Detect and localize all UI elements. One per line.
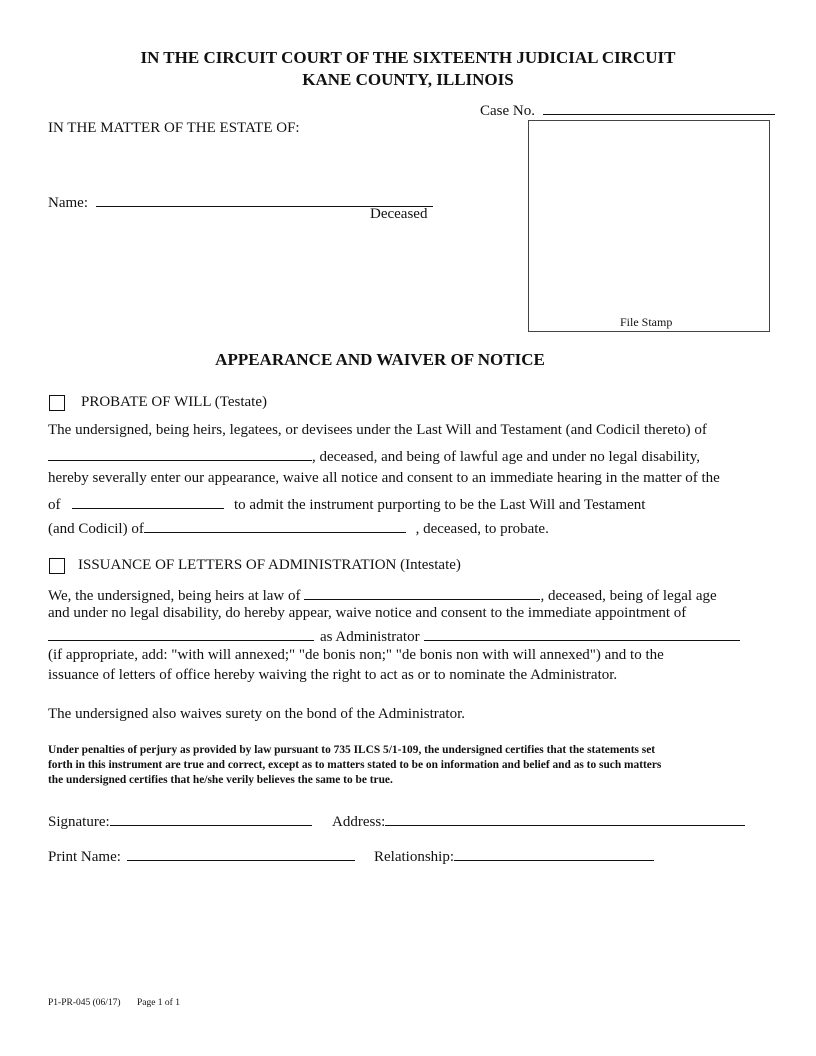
signature-field[interactable] [110, 811, 312, 826]
administration-line1-prefix: We, the undersigned, being heirs at law of [48, 588, 301, 604]
testator-name-field[interactable] [48, 446, 312, 461]
estate-matter-label: IN THE MATTER OF THE ESTATE OF: [48, 120, 300, 136]
print-name-field[interactable] [127, 846, 355, 861]
administration-line2: and under no legal disability, do hereby appear, waive notice and consent to the immediate appointment of [48, 605, 687, 621]
administration-line4: (if appropriate, add: "with will annexed;" "de bonis non;" "de bonis non with will annexed") and to the [48, 647, 664, 663]
file-stamp-label: File Stamp [620, 315, 673, 329]
codicil-of-field[interactable] [144, 518, 406, 533]
address-field[interactable] [385, 811, 745, 826]
probate-checkbox-label: PROBATE OF WILL (Testate) [81, 394, 268, 410]
administration-checkbox[interactable] [49, 558, 65, 574]
deceased-label: Deceased [370, 206, 428, 222]
signature-label: Signature: [48, 814, 110, 830]
file-stamp-box [528, 120, 770, 332]
page-number: Page 1 of 1 [136, 998, 180, 1008]
court-title-line1: IN THE CIRCUIT COURT OF THE SIXTEENTH JUDICIAL CIRCUIT [140, 48, 676, 67]
administration-checkbox-label: ISSUANCE OF LETTERS OF ADMINISTRATION (Intestate) [78, 557, 461, 573]
print-name-row [48, 846, 355, 866]
form-title: APPEARANCE AND WAIVER OF NOTICE [215, 350, 545, 369]
probate-line2 [48, 446, 700, 466]
probate-line5 [48, 518, 549, 538]
probate-line2-text: , deceased, and being of lawful age and under no legal disability, [312, 449, 701, 465]
signature-row [48, 811, 312, 831]
address-row [332, 811, 745, 831]
perjury-line3: the undersigned certifies that he/she verily believes the same to be true. [48, 774, 393, 786]
perjury-line2: forth in this instrument are true and correct, except as to matters stated to be on information and belief and as to such matters [48, 759, 662, 771]
probate-checkbox[interactable] [49, 395, 65, 411]
form-number: P1-PR-045 (06/17) [48, 998, 121, 1008]
court-title-line2: KANE COUNTY, ILLINOIS [302, 70, 514, 89]
probate-line4-text: to admit the instrument purporting to be the Last Will and Testament [234, 497, 646, 513]
probate-line5-prefix: (and Codicil) of [48, 521, 144, 537]
administration-line1-text: , deceased, being of legal age [540, 588, 717, 604]
relationship-field[interactable] [454, 846, 654, 861]
relationship-row [374, 846, 654, 866]
decedent-name-field[interactable] [96, 192, 433, 207]
decedent-name-label: Name: [48, 195, 88, 211]
footer [48, 998, 180, 1008]
probate-line1: The undersigned, being heirs, legatees, or devisees under the Last Will and Testament (and Codicil thereto) of [48, 422, 707, 438]
administrator-detail-field[interactable] [424, 626, 740, 641]
surety-waiver-text: The undersigned also waives surety on the bond of the Administrator. [48, 706, 466, 722]
probate-line4 [48, 494, 645, 514]
case-number-field[interactable] [543, 100, 775, 115]
heirs-at-law-of-field[interactable] [304, 585, 540, 600]
probate-line3: hereby severally enter our appearance, waive all notice and consent to an immediate hearing in the matter of the [48, 470, 720, 486]
perjury-line1: Under penalties of perjury as provided by law pursuant to 735 ILCS 5/1-109, the undersigned certifies that the statements set [48, 744, 656, 756]
probate-line5-text: , deceased, to probate. [415, 521, 549, 537]
address-label: Address: [332, 814, 386, 830]
case-number-row [480, 100, 775, 120]
print-name-label: Print Name: [48, 849, 121, 865]
case-number-label: Case No. [480, 103, 535, 119]
estate-of-field[interactable] [72, 494, 224, 509]
relationship-label: Relationship: [374, 849, 454, 865]
administration-line1 [48, 585, 717, 605]
administration-line5: issuance of letters of office hereby waiving the right to act as or to nominate the Administrator. [48, 667, 618, 683]
probate-line4-prefix: of [48, 497, 61, 513]
administrator-name-field[interactable] [48, 626, 314, 641]
administration-line3-text: as Administrator [320, 629, 420, 645]
administration-line3 [48, 626, 740, 646]
